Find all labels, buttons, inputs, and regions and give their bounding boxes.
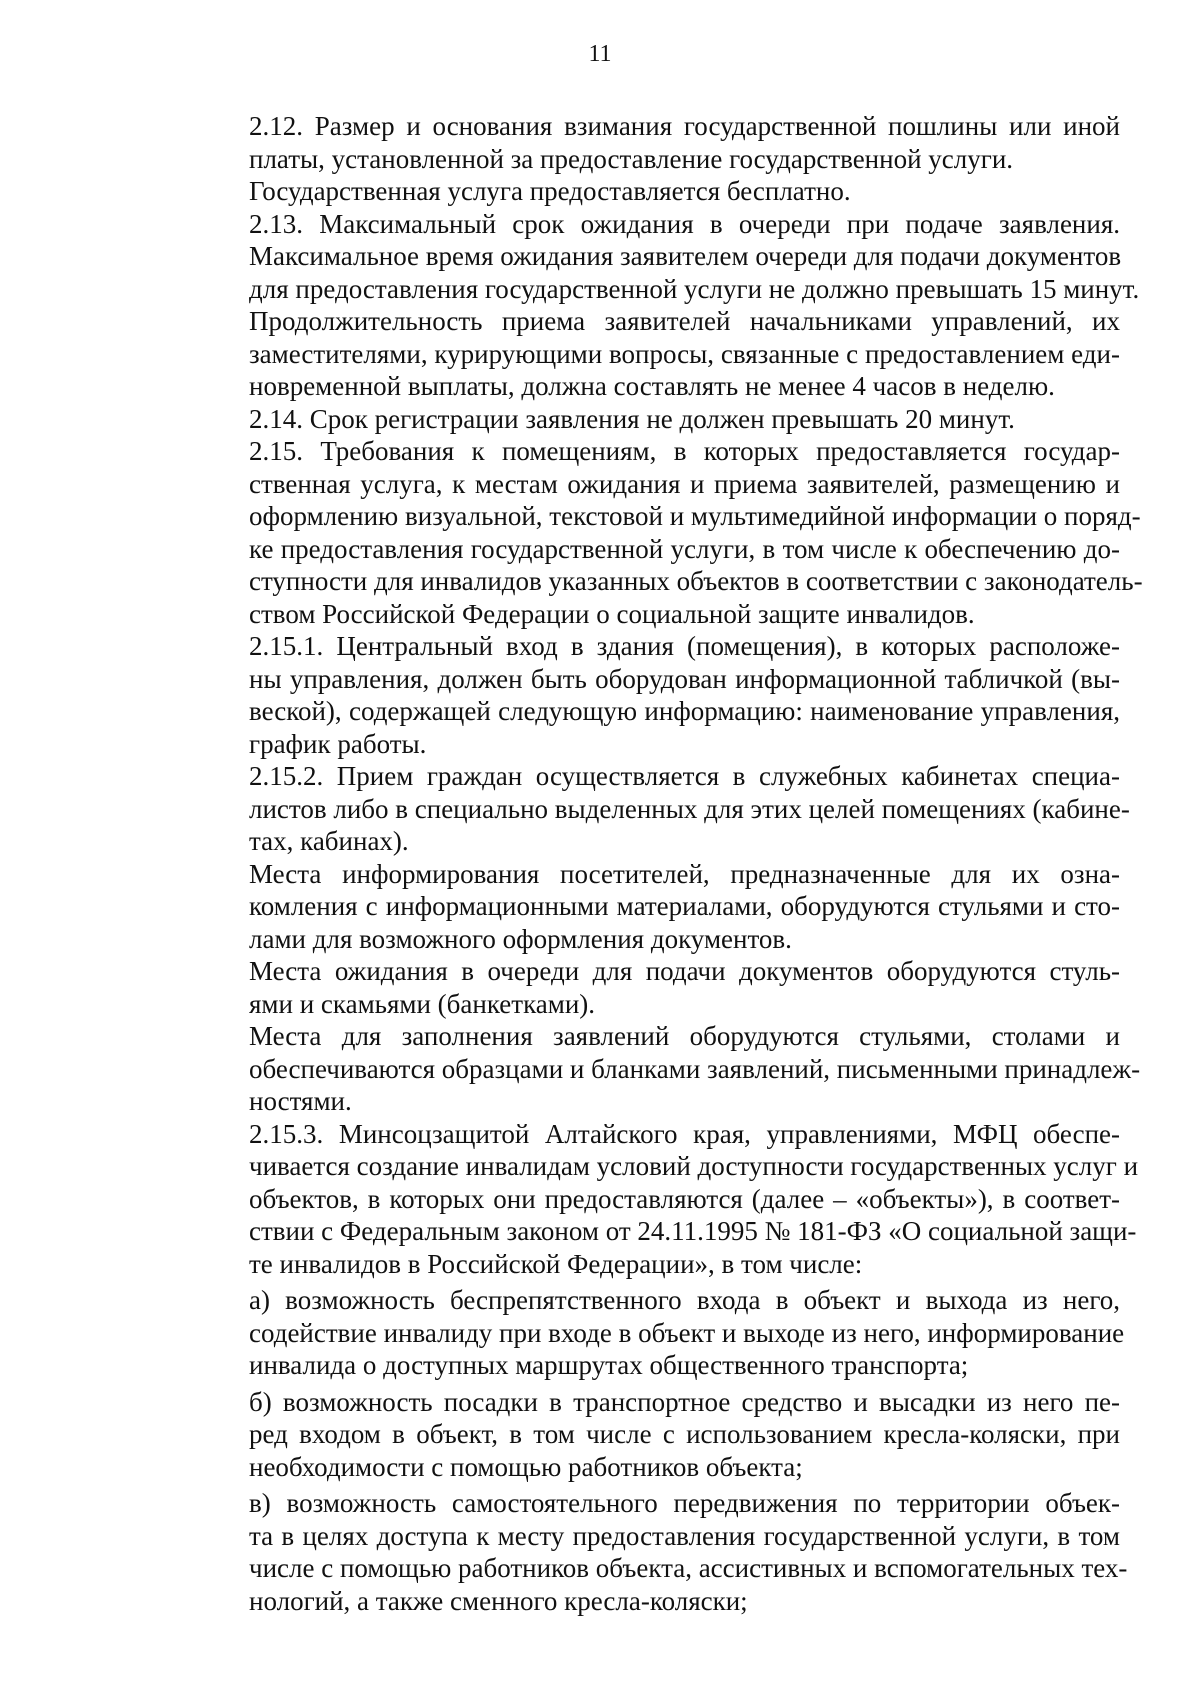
text-line: 2.13. Максимальный срок ожидания в очереди при подаче заявления. [249, 208, 1120, 239]
text-line: инвалида о доступных маршрутах общественного транспорта; [249, 1350, 969, 1380]
text-line: объектов, в которых они предоставляются (далее – «объекты»), в соответ- [249, 1183, 1120, 1214]
text-line: ред входом в объект, в том числе с использованием кресла-коляски, при [249, 1419, 1120, 1449]
text-line: 2.15.2. Прием граждан осуществляется в служебных кабинетах специа- [249, 761, 1120, 791]
paragraph [183, 858, 1120, 956]
paragraph [183, 208, 1140, 306]
paragraph [183, 110, 1120, 175]
paragraph [183, 760, 1130, 858]
text-line: график работы. [249, 728, 427, 759]
text-line: Продолжительность приема заявителей начальниками управлений, их [249, 306, 1120, 336]
text-line: лами для возможного оформления документов. [249, 923, 792, 954]
text-line: чивается создание инвалидам условий доступности государственных услуг и [249, 1151, 1139, 1181]
document-body [183, 110, 1143, 1617]
page-number: 11 [588, 41, 612, 67]
text-line: ями и скамьями (банкетками). [249, 988, 596, 1019]
text-line: Максимальное время ожидания заявителем очереди для подачи документов [249, 241, 1122, 271]
text-line: Места ожидания в очереди для подачи документов оборудуются стуль- [249, 956, 1120, 986]
text-line: а) возможность беспрепятственного входа в объект и выхода из него, [249, 1285, 1120, 1315]
text-line: та в целях доступа к месту предоставления государственной услуги, в том [249, 1520, 1120, 1551]
text-line: 2.12. Размер и основания взимания государственной пошлины или иной [249, 111, 1120, 141]
text-line: новременной выплаты, должна составлять не менее 4 часов в неделю. [249, 371, 1055, 401]
text-line: веской), содержащей следующую информацию: наименование управления, [249, 696, 1120, 726]
text-line: ке предоставления государственной услуги, в том числе к обеспечению до- [249, 533, 1120, 564]
paragraph [183, 1020, 1141, 1118]
text-line: 2.15.3. Минсоцзащитой Алтайского края, управлениями, МФЦ обеспе- [249, 1118, 1120, 1149]
text-line: 2.15.1. Центральный вход в здания (помещения), в которых расположе- [249, 631, 1120, 661]
text-line: Места для заполнения заявлений оборудуются стульями, столами и [249, 1021, 1120, 1051]
text-line: ступности для инвалидов указанных объектов в соответствии с законодатель- [249, 566, 1143, 596]
paragraph [183, 403, 1120, 436]
paragraph [183, 1386, 1120, 1484]
text-line: для предоставления государственной услуги не должно превышать 15 минут. [249, 273, 1140, 304]
text-line: ствии с Федеральным законом от 24.11.1995 № 181-ФЗ «О социальной защи- [249, 1216, 1137, 1246]
paragraph [183, 955, 1120, 1020]
text-line: 2.14. Срок регистрации заявления не должен превышать 20 минут. [249, 403, 1015, 434]
text-line: платы, установленной за предоставление государственной услуги. [249, 143, 1014, 174]
text-line: заместителями, курирующими вопросы, связанные с предоставлением еди- [249, 338, 1120, 369]
text-line: ством Российской Федерации о социальной защите инвалидов. [249, 598, 975, 629]
text-line: те инвалидов в Российской Федерации», в том числе: [249, 1248, 863, 1279]
text-line: ны управления, должен быть оборудован информационной табличкой (вы- [249, 663, 1120, 694]
paragraph [183, 1118, 1139, 1281]
text-line: 2.15. Требования к помещениям, в которых предоставляется государ- [249, 436, 1120, 466]
text-line: Места информирования посетителей, предназначенные для их озна- [249, 858, 1120, 889]
text-line: числе с помощью работников объекта, ассистивных и вспомогательных тех- [249, 1553, 1128, 1583]
text-line: оформлению визуальной, текстовой и мультимедийной информации о поряд- [249, 501, 1141, 531]
text-line: комления с информационными материалами, оборудуются стульями и сто- [249, 891, 1120, 921]
text-line: Государственная услуга предоставляется бесплатно. [249, 176, 851, 206]
text-line: необходимости с помощью работников объекта; [249, 1451, 803, 1482]
text-line: тах, кабинах). [249, 826, 409, 856]
text-line: ственная услуга, к местам ожидания и приема заявителей, размещению и [249, 468, 1120, 499]
text-line: содействие инвалиду при входе в объект и выходе из него, информирование [249, 1317, 1125, 1348]
text-line: листов либо в специально выделенных для этих целей помещениях (кабине- [249, 793, 1130, 824]
text-line: нологий, а также сменного кресла-коляски; [249, 1585, 748, 1616]
paragraph [183, 305, 1120, 403]
text-line: б) возможность посадки в транспортное средство и высадки из него пе- [249, 1386, 1120, 1417]
paragraph [183, 175, 1120, 208]
text-line: в) возможность самостоятельного передвижения по территории объек- [249, 1488, 1120, 1518]
text-line: ностями. [249, 1086, 352, 1116]
paragraph [183, 1284, 1125, 1382]
paragraph [183, 630, 1120, 760]
text-line: обеспечиваются образцами и бланками заявлений, письменными принадлеж- [249, 1053, 1141, 1084]
paragraph [183, 1487, 1128, 1617]
paragraph [183, 435, 1143, 630]
